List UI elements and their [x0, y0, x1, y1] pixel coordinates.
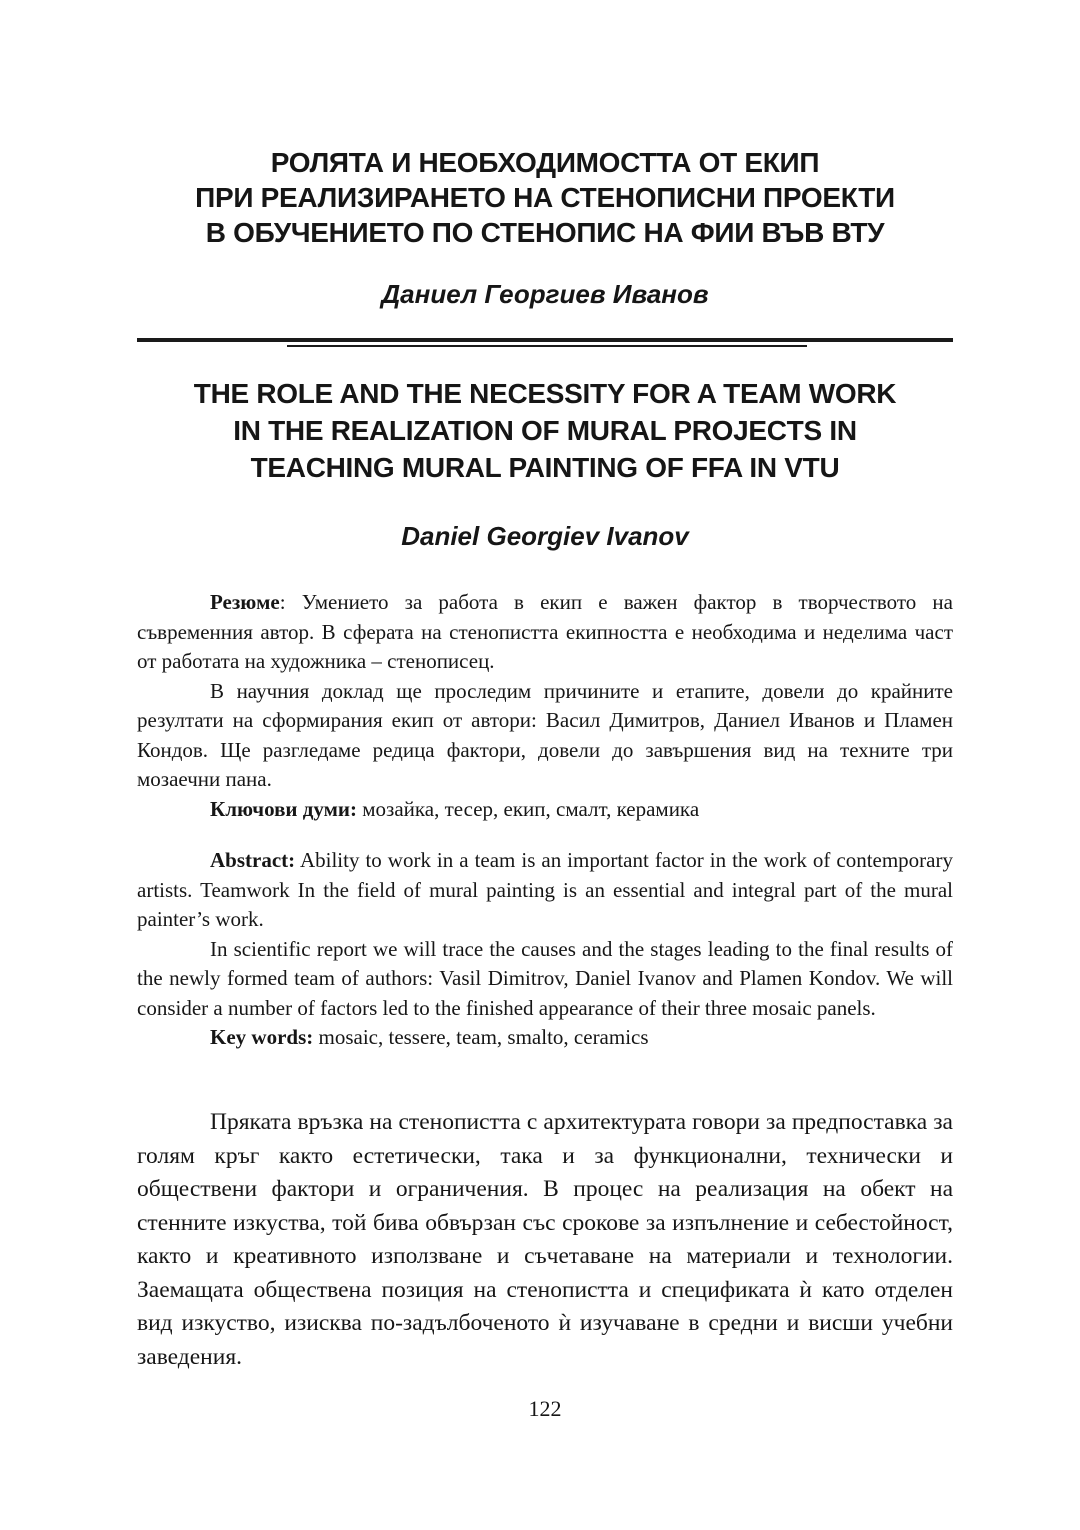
summary-paragraph-1	[137, 588, 953, 677]
abstract-paragraph-2: In scientific report we will trace the causes and the stages leading to the final results of the newly formed team of authors: Vasil Dimitrov, Daniel Ivanov and Plamen Kondov. We will consider a number of factors led to the finished appearance of their three mosaic panels.	[137, 936, 953, 1020]
body-text	[137, 1106, 953, 1374]
summary-text: : Умението за работа в екип е важен фактор в творчеството на съвременния автор. В сферата на стенопистта екипността е необходима и неделима част от работата на художника – стенописец.	[137, 590, 953, 673]
body-paragraph: Пряката връзка на стенопистта с архитектурата говори за предпоставка за голям кръг както естетически, така и за функционални, технически и обществени фактори и ограничения. В процес на реализация на обект на стенните изкуства, той бива обвързан със срокове за изпълнение и себестойност, както и креативното използване и съчетаване на материали и технологии. Заемащата обществена позиция на стенопистта и спецификата ѝ като отделен вид изкуство, изисква по-задълбоченото ѝ изучаване в средни и висши учебни заведения.	[137, 1109, 953, 1370]
title-bg-line-2: ПРИ РЕАЛИЗИРАНЕТО НА СТЕНОПИСНИ ПРОЕКТИ	[195, 182, 895, 213]
divider-thick	[137, 338, 953, 342]
summary-bulgarian	[137, 588, 953, 824]
title-en-line-3: TEACHING MURAL PAINTING OF FFA IN VTU	[250, 452, 840, 483]
keywords-bulgarian	[137, 795, 953, 825]
keywords-en-text: mosaic, tessere, team, smalto, ceramics	[313, 1025, 649, 1049]
keywords-bg-text: мозайка, тесер, екип, смалт, керамика	[357, 796, 700, 821]
keywords-english	[137, 1023, 953, 1053]
summary-paragraph-2: В научния доклад ще проследим причините и етапите, довели до крайните резултати на сформирания екип от автори: Васил Димитров, Даниел Иванов и Пламен Кондов. Ще разгледаме редица фактори, довели до завършения вид на техните три мозаечни пана.	[137, 678, 953, 791]
page-number: 122	[528, 1396, 562, 1421]
keywords-en-label: Key words:	[210, 1025, 314, 1049]
title-english	[137, 375, 953, 486]
title-bg-line-3: В ОБУЧЕНИЕТО ПО СТЕНОПИС НА ФИИ ВЪВ ВТУ	[205, 217, 885, 248]
abstract-paragraph-1	[137, 846, 953, 935]
title-en-line-2: IN THE REALIZATION OF MURAL PROJECTS IN	[233, 415, 857, 446]
author-bulgarian: Даниел Георгиев Иванов	[381, 279, 709, 309]
title-bg-line-1: РОЛЯТА И НЕОБХОДИМОСТТА ОТ ЕКИП	[270, 147, 820, 178]
author-english: Daniel Georgiev Ivanov	[401, 521, 689, 551]
abstract-english	[137, 846, 953, 1053]
divider-thin	[287, 345, 807, 347]
title-en-line-1: THE ROLE AND THE NECESSITY FOR A TEAM WORK	[193, 378, 897, 409]
abstract-text: Ability to work in a team is an important factor in the work of contemporary artists. Teamwork In the field of mural painting is an essential and integral part of the mural painter’s work.	[137, 848, 953, 931]
keywords-bg-label: Ключови думи:	[210, 796, 358, 821]
summary-label: Резюме	[210, 590, 280, 614]
abstract-label: Abstract:	[210, 848, 296, 872]
title-bulgarian	[137, 145, 953, 250]
